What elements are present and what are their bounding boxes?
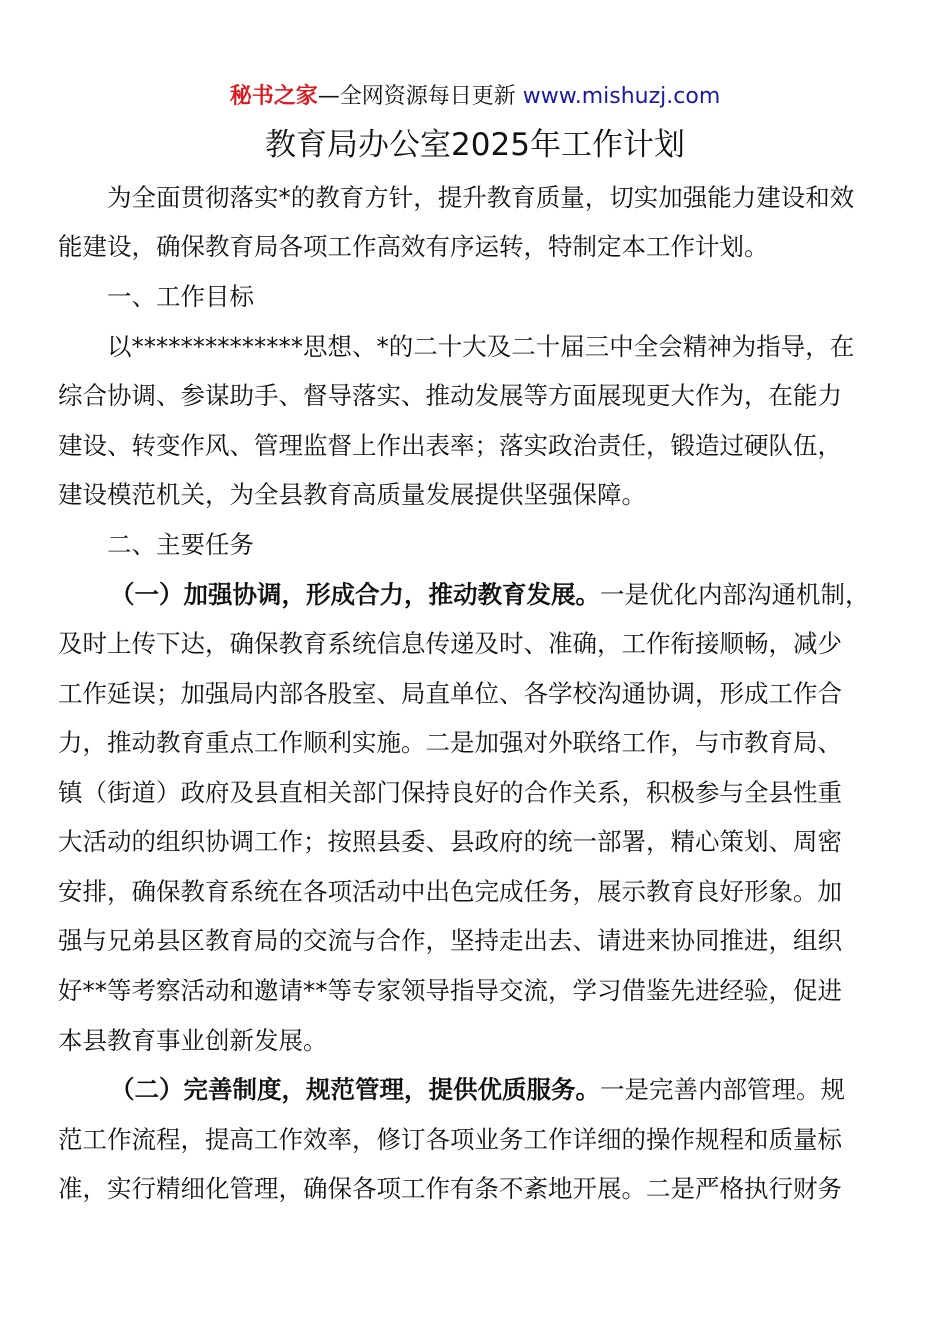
task-2-lead-text: 一是完善内部管理。规 [600, 1075, 845, 1104]
intro-line-2: 能建设，确保教育局各项工作高效有序运转，特制定本工作计划。 [58, 232, 769, 261]
task-1-line-4: 力，推动教育重点工作顺利实施。二是加强对外联络工作，与市教育局、 [58, 728, 842, 757]
task-1-line-10: 本县教育事业创新发展。 [58, 1026, 328, 1055]
goals-line-3: 建设、转变作风、管理监督上作出表率；落实政治责任，锻造过硬队伍， [58, 431, 842, 460]
task-2-line-1 [110, 1073, 890, 1107]
site-url-link[interactable]: www.mishuzj.com [522, 84, 721, 109]
task-1-line-9: 好**等考察活动和邀请**等专家领导指导交流，学习借鉴先进经验，促进 [58, 976, 842, 1005]
banner-tagline: —全网资源每日更新 [317, 84, 523, 109]
task-1-line-2: 及时上传下达，确保教育系统信息传递及时、准确，工作衔接顺畅，减少 [58, 629, 842, 658]
section-heading-tasks: 二、主要任务 [107, 530, 254, 559]
task-2-line-3: 准，实行精细化管理，确保各项工作有条不紊地开展。二是严格执行财务 [58, 1174, 842, 1203]
section-heading-goals: 一、工作目标 [107, 282, 254, 311]
task-1-line-5: 镇（街道）政府及县直相关部门保持良好的合作关系，积极参与全县性重 [58, 778, 842, 807]
goals-line-2: 综合协调、参谋助手、督导落实、推动发展等方面展现更大作为，在能力 [58, 381, 842, 410]
task-1-line-8: 强与兄弟县区教育局的交流与合作，坚持走出去、请进来协同推进，组织 [58, 926, 842, 955]
site-banner [0, 82, 950, 112]
goals-line-1: 以**************思想、*的二十大及二十届三中全会精神为指导，在 [107, 332, 855, 361]
brand-name: 秘书之家 [229, 84, 318, 109]
task-1-line-6: 大活动的组织协调工作；按照县委、县政府的统一部署，精心策划、周密 [58, 827, 842, 856]
task-1-heading: （一）加强协调，形成合力，推动教育发展。 [110, 580, 600, 609]
task-1-line-7: 安排，确保教育系统在各项活动中出色完成任务，展示教育良好形象。加 [58, 877, 842, 906]
task-2-line-2: 范工作流程，提高工作效率，修订各项业务工作详细的操作规程和质量标 [58, 1125, 842, 1154]
task-1-lead-text: 一是优化内部沟通机制， [600, 580, 870, 609]
task-1-line-1 [110, 578, 900, 612]
task-1-line-3: 工作延误；加强局内部各股室、局直单位、各学校沟通协调，形成工作合 [58, 679, 842, 708]
document-title: 教育局办公室2025年工作计划 [265, 127, 685, 163]
intro-line-1: 为全面贯彻落实*的教育方针，提升教育质量，切实加强能力建设和效 [107, 183, 855, 212]
task-2-heading: （二）完善制度，规范管理，提供优质服务。 [110, 1075, 600, 1104]
goals-line-4: 建设模范机关，为全县教育高质量发展提供坚强保障。 [58, 480, 646, 509]
